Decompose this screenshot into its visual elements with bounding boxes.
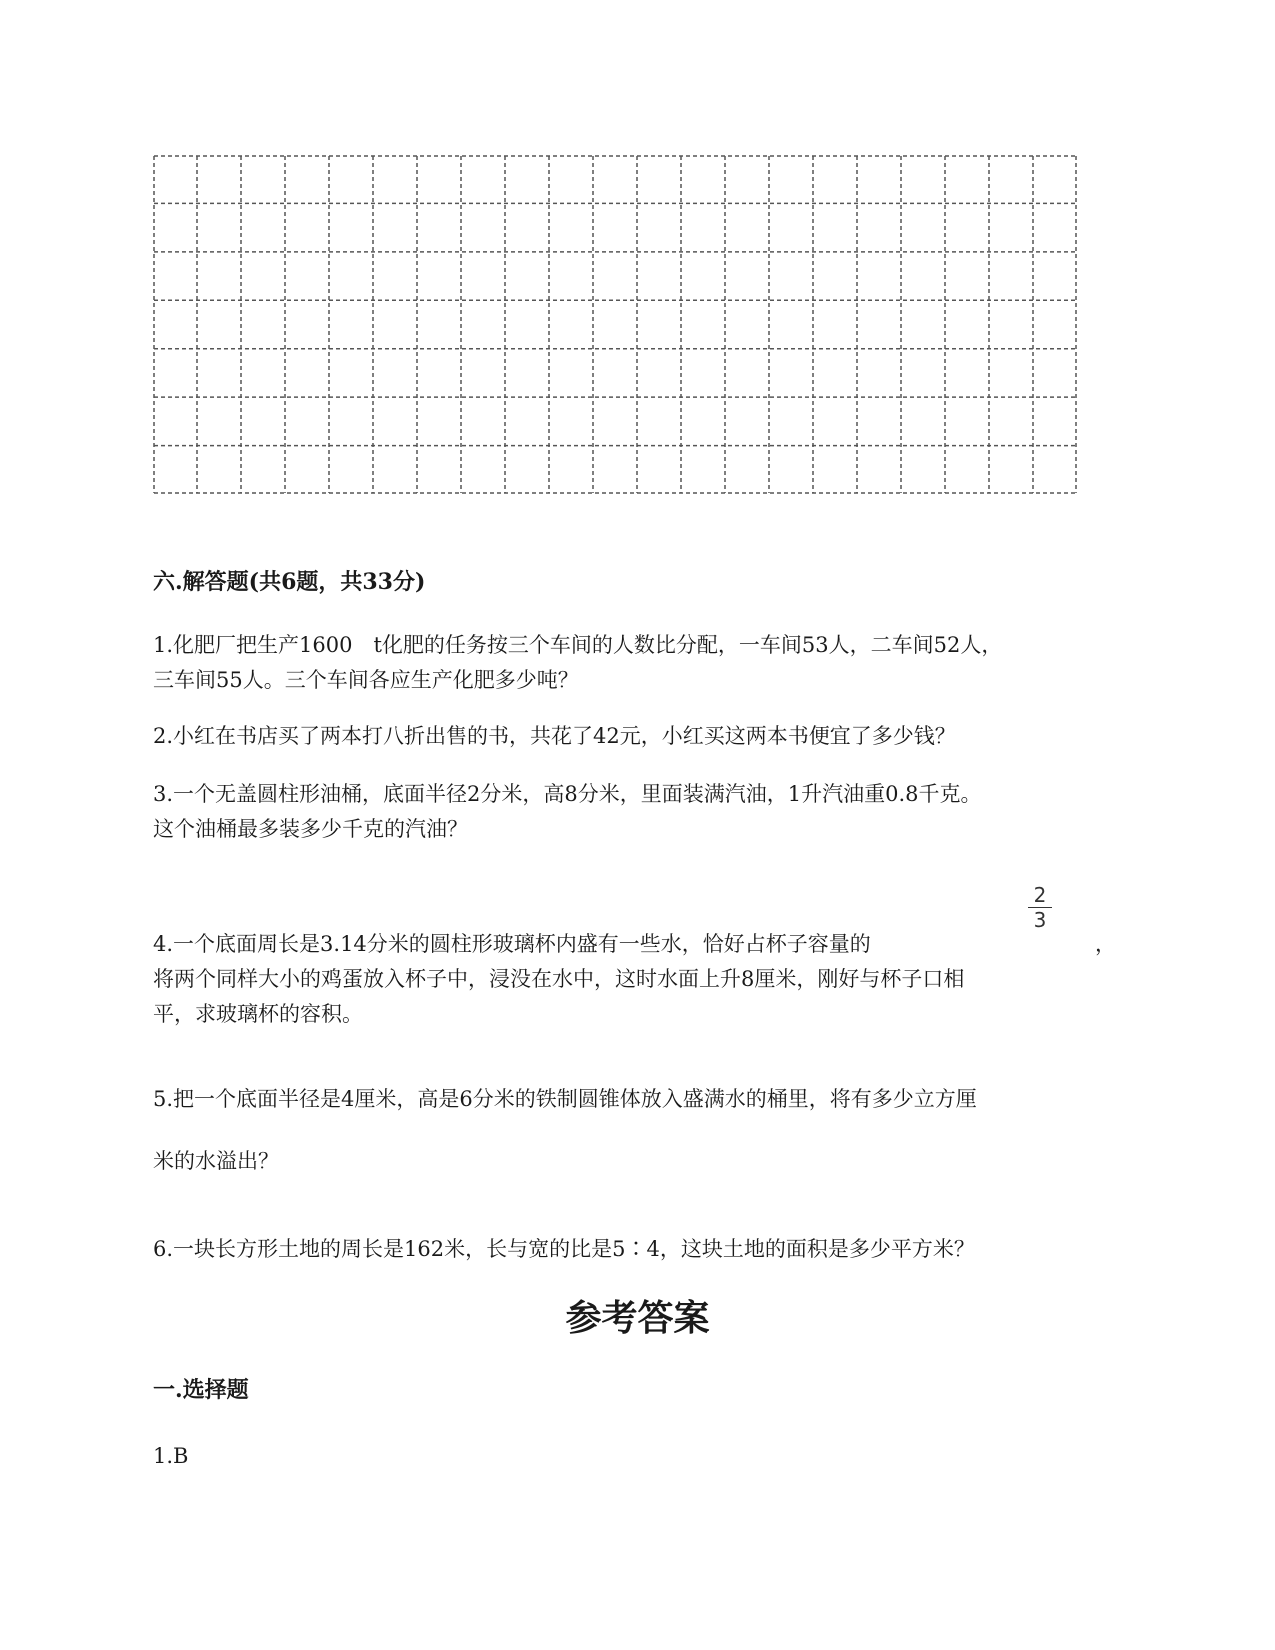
question-3-line-1: 3.一个无盖圆柱形油桶，底面半径2分米，高8分米，里面装满汽油，1升汽油重0.8千克。 [153, 782, 982, 806]
section-six-title: 六.解答题(共6题，共33分) [153, 569, 426, 595]
writing-grid [153, 155, 1077, 494]
question-5-line-2: 米的水溢出？ [153, 1149, 279, 1173]
fraction-two-thirds [1028, 884, 1052, 931]
fraction-denominator: 3 [1033, 908, 1047, 932]
question-5-line-1: 5.把一个底面半径是4厘米，高是6分米的铁制圆锥体放入盛满水的桶里，将有多少立方厘 [153, 1087, 977, 1111]
question-1-line-2: 三车间55人。三个车间各应生产化肥多少吨？ [153, 668, 579, 692]
answer-1: 1.B [153, 1444, 189, 1468]
question-1-line-1: 1.化肥厂把生产1600 t化肥的任务按三个车间的人数比分配，一车间53人，二车间52人， [153, 633, 1003, 657]
question-6-line-1: 6.一块长方形土地的周长是162米，长与宽的比是5∶4，这块土地的面积是多少平方米？ [153, 1237, 975, 1261]
question-4-line-3: 平，求玻璃杯的容积。 [153, 1002, 363, 1026]
answer-section-one-title: 一.选择题 [153, 1377, 249, 1403]
question-4-comma: ， [1095, 932, 1116, 956]
question-2-line-1: 2.小红在书店买了两本打八折出售的书，共花了42元，小红买这两本书便宜了多少钱？ [153, 724, 956, 748]
fraction-numerator: 2 [1033, 883, 1047, 907]
question-3-line-2: 这个油桶最多装多少千克的汽油？ [153, 817, 468, 841]
question-4-line-1: 4.一个底面周长是3.14分米的圆柱形玻璃杯内盛有一些水，恰好占杯子容量的 [153, 932, 871, 956]
question-4-line-2: 将两个同样大小的鸡蛋放入杯子中，浸没在水中，这时水面上升8厘米，刚好与杯子口相 [153, 967, 965, 991]
writing-grid-lines [153, 155, 1077, 494]
answer-key-title: 参考答案 [565, 1297, 710, 1339]
